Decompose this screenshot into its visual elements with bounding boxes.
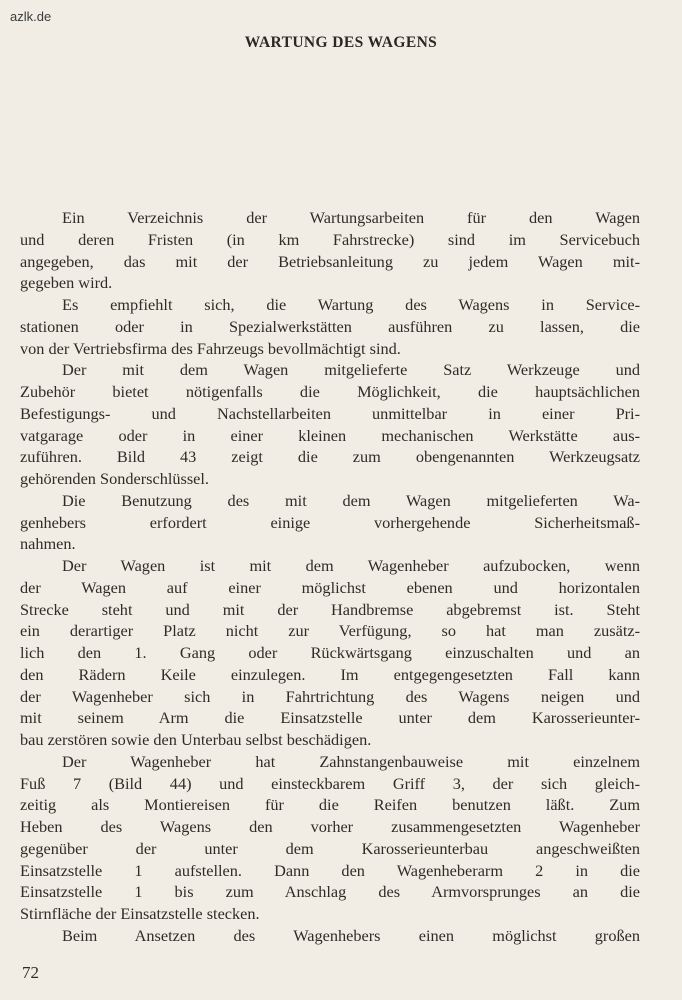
text-line: Zubehör bietet nötigenfalls die Möglichkeit, die hauptsächlichen — [20, 382, 640, 401]
paragraph — [20, 207, 640, 294]
text-line: von der Vertriebsfirma des Fahrzeugs bevollmächtigt sind. — [20, 338, 401, 358]
text-line: zuführen. Bild 43 zeigt die zum obengenannten Werkzeugsatz — [20, 447, 640, 467]
text-line: bau zerstören sowie den Unterbau selbst beschädigen. — [20, 730, 372, 749]
text-line: Befestigungs- und Nachstellarbeiten unmittelbar in einer Pri- — [20, 403, 640, 423]
text-line: Es empfiehlt sich, die Wartung des Wagens in Service- — [62, 295, 640, 314]
text-line: der Wagen auf einer möglichst ebenen und horizontalen — [20, 577, 640, 597]
paragraph — [20, 490, 640, 555]
text-line: Einsatzstelle 1 aufstellen. Dann den Wagenheberarm 2 in die — [20, 860, 640, 880]
text-line: ein derartiger Platz nicht zur Verfügung, so hat man zusätz- — [20, 621, 640, 641]
paragraph — [20, 751, 640, 925]
text-line: gegeben wird. — [20, 273, 113, 293]
text-line: angegeben, das mit der Betriebsanleitung zu jedem Wagen mit- — [20, 251, 640, 271]
text-line: nahmen. — [20, 534, 76, 554]
body-text — [20, 207, 640, 947]
text-line: lich den 1. Gang oder Rückwärtsgang einzuschalten und an — [20, 643, 640, 662]
page-title: WARTUNG DES WAGENS — [244, 34, 438, 51]
paragraph — [20, 555, 640, 751]
text-line: genhebers erfordert einige vorhergehende Sicherheitsmaß- — [20, 512, 640, 532]
text-line: vatgarage oder in einer kleinen mechanischen Werkstätte aus- — [20, 425, 640, 445]
text-line: stationen oder in Spezialwerkstätten ausführen zu lassen, die — [20, 316, 640, 336]
text-line: Strecke steht und mit der Handbremse abgebremst ist. Steht — [20, 599, 640, 619]
text-line: den Rädern Keile einzulegen. Im entgegengesetzten Fall kann — [20, 664, 640, 684]
text-line: Beim Ansetzen des Wagenhebers einen möglichst großen — [62, 925, 640, 945]
text-line: Ein Verzeichnis der Wartungsarbeiten für den Wagen — [62, 208, 640, 227]
paragraph — [20, 294, 640, 359]
text-line: gegenüber der unter dem Karosserieunterbau angeschweißten — [20, 838, 640, 858]
text-line: und deren Fristen (in km Fahrstrecke) sind im Servicebuch — [20, 229, 640, 249]
paragraph — [20, 359, 640, 490]
text-line: Stirnfläche der Einsatzstelle stecken. — [20, 904, 260, 923]
page-number: 72 — [22, 963, 39, 982]
text-line: zeitig als Montiereisen für die Reifen benutzen läßt. Zum — [20, 795, 640, 815]
text-line: gehörenden Sonderschlüssel. — [20, 469, 209, 488]
text-line: Die Benutzung des mit dem Wagen mitgelieferten Wa- — [62, 490, 640, 510]
text-line: mit seinem Arm die Einsatzstelle unter dem Karosserieunter- — [20, 708, 640, 728]
paragraph — [20, 925, 640, 947]
text-line: Der Wagen ist mit dem Wagenheber aufzubocken, wenn — [62, 556, 640, 575]
text-line: der Wagenheber sich in Fahrtrichtung des Wagens neigen und — [20, 686, 640, 706]
text-line: Einsatzstelle 1 bis zum Anschlag des Armvorsprunges an die — [20, 882, 640, 902]
text-line: Der Wagenheber hat Zahnstangenbauweise mit einzelnem — [62, 751, 640, 771]
watermark: azlk.de — [10, 9, 52, 24]
text-line: Heben des Wagens den vorher zusammengesetzten Wagenheber — [20, 817, 640, 836]
text-line: Der mit dem Wagen mitgelieferte Satz Werkzeuge und — [62, 360, 640, 380]
text-line: Fuß 7 (Bild 44) und einsteckbarem Griff 3, der sich gleich- — [20, 773, 640, 793]
